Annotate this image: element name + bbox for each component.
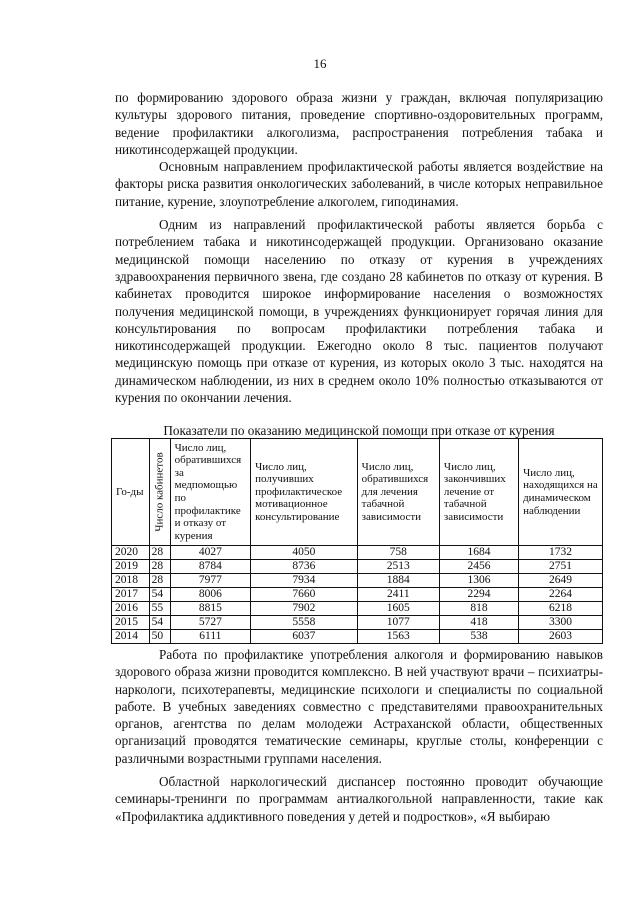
table-cell: 2017 xyxy=(112,588,150,602)
table-cell: 1684 xyxy=(439,546,518,560)
table-row xyxy=(112,588,603,602)
table-cell: 8784 xyxy=(170,560,251,574)
smoking-cessation-table xyxy=(111,438,603,644)
table-cell: 2411 xyxy=(357,588,439,602)
header-cabinets xyxy=(149,439,170,546)
table-row xyxy=(112,574,603,588)
header-cabinets-label: Число кабинетов xyxy=(153,452,166,532)
header-completed: Число лиц, закончивших лечение от табачной зависимости xyxy=(439,439,518,546)
table-cell: 538 xyxy=(439,630,518,644)
table-cell: 6037 xyxy=(251,630,358,644)
table-cell: 3300 xyxy=(519,616,603,630)
table-cell: 7977 xyxy=(170,574,251,588)
table-cell: 2014 xyxy=(112,630,150,644)
paragraph: Основным направлением профилактической работы является воздействие на факторы риска развития онкологических заболеваний, в числе которых неправильное питание, курение, злоупотребление алкоголем, гиподинамия. xyxy=(115,159,603,209)
header-treatment: Число лиц, обратившихся для лечения табачной зависимости xyxy=(357,439,439,546)
table-cell: 7934 xyxy=(251,574,358,588)
paragraph: Одним из направлений профилактической работы является борьба с потреблением табака и никотинсодержащей продукции. Организовано оказание медицинской помощи населению по отказу от курения в учреждениях здравоохранения первичного звена, где создано 28 кабинетов по отказу от курения. В кабинетах проводится широкое информирование населения о возможностях получения медицинской помощи, в учреждениях функционирует горячая линия для консультирования по вопросам профилактики потребления табака и никотинсодержащей продукции. Ежегодно около 8 тыс. пациентов получают медицинскую помощь при отказе от курения, из которых около 3 тыс. находятся на динамическом наблюдении, из них в среднем около 10% полностью отказываются от курения по окончании лечения. xyxy=(115,217,603,406)
table-cell: 5558 xyxy=(251,616,358,630)
table-cell: 28 xyxy=(149,574,170,588)
table-cell: 8006 xyxy=(170,588,251,602)
table-cell: 2016 xyxy=(112,602,150,616)
table-cell: 2456 xyxy=(439,560,518,574)
table-header-row xyxy=(112,439,603,546)
table-cell: 1306 xyxy=(439,574,518,588)
table-cell: 4050 xyxy=(251,546,358,560)
table-cell: 7660 xyxy=(251,588,358,602)
paragraph: Работа по профилактике употребления алкоголя и формированию навыков здорового образа жизни проводится комплексно. В ней участвуют врачи – психиатры-наркологи, психотерапевты, медицинские психологи и специалисты по социальной работе. В учебных заведениях совместно с представителями правоохранительных органов, агентства по делам молодежи Астраханской области, общественных организаций проводятся тематические семинары, круглые столы, конференции с различными возрастными группами населения. xyxy=(115,647,603,766)
table-cell: 5727 xyxy=(170,616,251,630)
page-number: 16 xyxy=(313,56,327,71)
table-cell: 8736 xyxy=(251,560,358,574)
table-cell: 50 xyxy=(149,630,170,644)
table-body xyxy=(112,546,603,644)
table-cell: 2603 xyxy=(519,630,603,644)
table-row xyxy=(112,616,603,630)
body-text-top xyxy=(115,89,603,406)
table-cell: 2751 xyxy=(519,560,603,574)
table-cell: 2513 xyxy=(357,560,439,574)
header-applied: Число лиц, обратившихся за медпомощью по профилактике и отказу от курения xyxy=(170,439,251,546)
body-text-bottom xyxy=(115,646,603,825)
paragraph: Областной наркологический диспансер постоянно проводит обучающие семинары-тренинги по программам антиалкогольной направленности, такие как «Профилактика аддиктивного поведения у детей и подростков», «Я выбираю xyxy=(115,774,603,824)
table-cell: 55 xyxy=(149,602,170,616)
header-consulted: Число лиц, получивших профилактическое мотивационное консультирование xyxy=(251,439,358,546)
table-cell: 818 xyxy=(439,602,518,616)
table-cell: 2649 xyxy=(519,574,603,588)
table-row xyxy=(112,560,603,574)
table-row xyxy=(112,546,603,560)
table-cell: 418 xyxy=(439,616,518,630)
table-cell: 7902 xyxy=(251,602,358,616)
paragraph: по формированию здорового образа жизни у граждан, включая популяризацию культуры здорового питания, проведение спортивно-оздоровительных программ, ведение профилактики алкоголизма, распространения потребления табака и никотинсодержащей продукции. xyxy=(115,90,603,157)
table-cell: 1732 xyxy=(519,546,603,560)
table-cell: 1884 xyxy=(357,574,439,588)
table-cell: 2019 xyxy=(112,560,150,574)
table-cell: 4027 xyxy=(170,546,251,560)
header-years: Го-ды xyxy=(112,439,150,546)
table-cell: 2294 xyxy=(439,588,518,602)
table-cell: 28 xyxy=(149,560,170,574)
table-cell: 2018 xyxy=(112,574,150,588)
table-cell: 2264 xyxy=(519,588,603,602)
table-cell: 8815 xyxy=(170,602,251,616)
table-cell: 758 xyxy=(357,546,439,560)
header-observed: Число лиц, находящихся на динамическом наблюдении xyxy=(519,439,603,546)
table-caption: Показатели по оказанию медицинской помощи при отказе от курения xyxy=(163,423,555,438)
table-row xyxy=(112,630,603,644)
table-cell: 54 xyxy=(149,616,170,630)
table-cell: 28 xyxy=(149,546,170,560)
table-cell: 1563 xyxy=(357,630,439,644)
table-cell: 1605 xyxy=(357,602,439,616)
table-cell: 54 xyxy=(149,588,170,602)
table-cell: 2015 xyxy=(112,616,150,630)
table-cell: 6218 xyxy=(519,602,603,616)
table-row xyxy=(112,602,603,616)
table-cell: 1077 xyxy=(357,616,439,630)
table-cell: 6111 xyxy=(170,630,251,644)
table-cell: 2020 xyxy=(112,546,150,560)
